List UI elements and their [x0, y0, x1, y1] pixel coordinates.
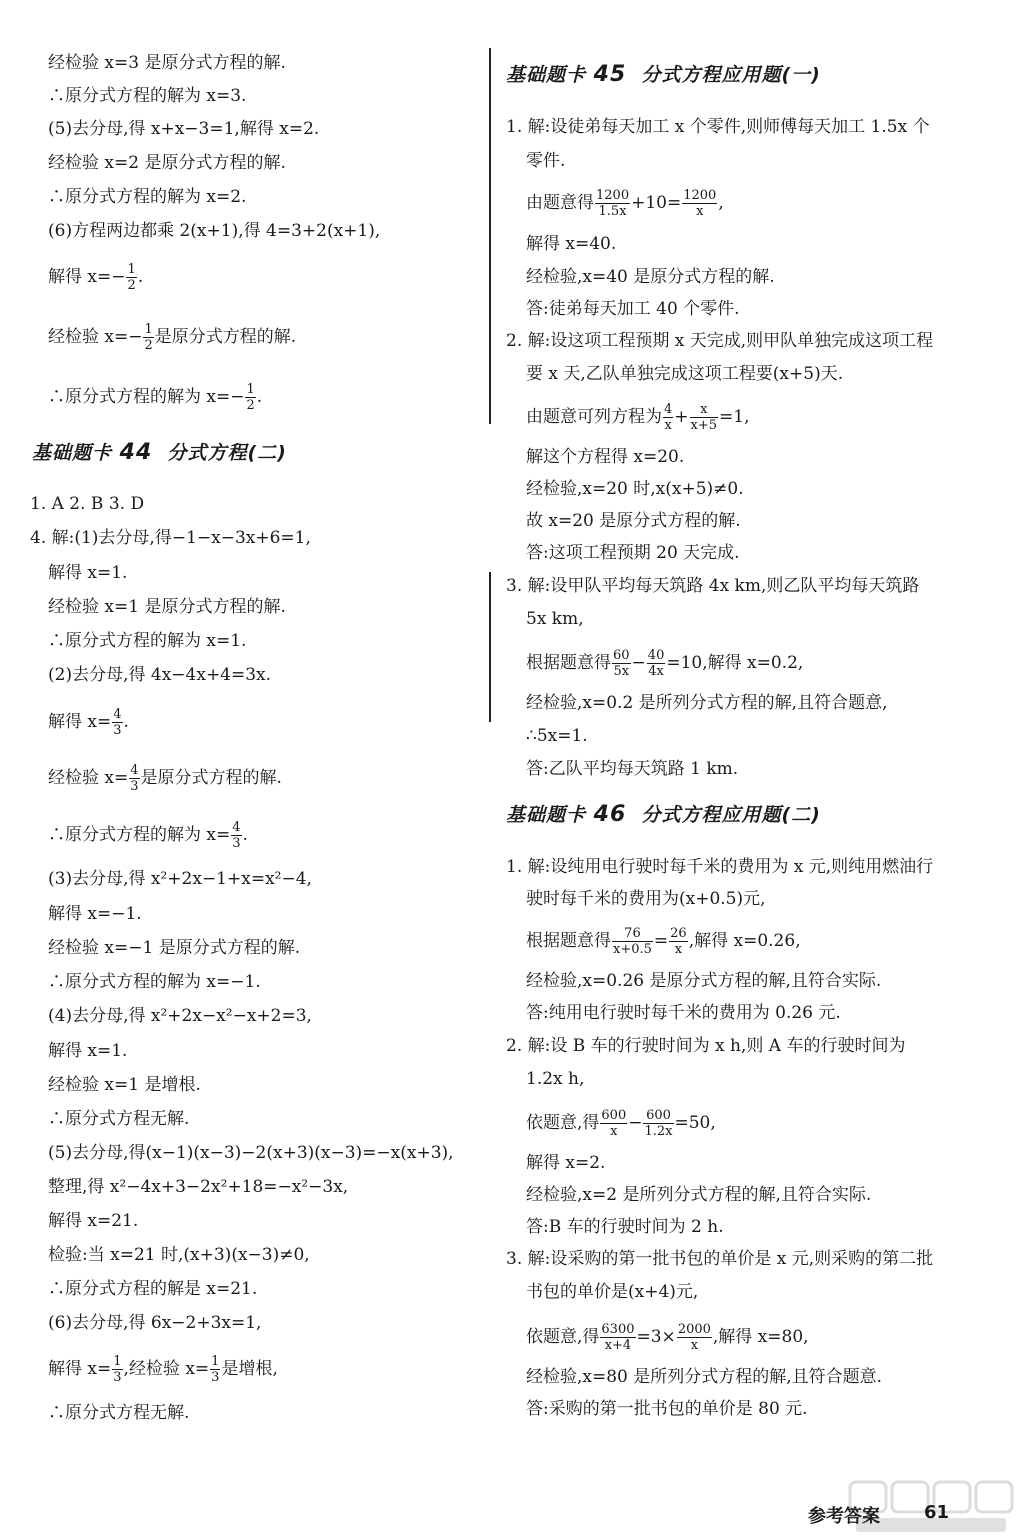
text-line: 解这个方程得 x=20.	[526, 447, 685, 467]
text-line: 解得 x=−1.	[48, 904, 142, 924]
text-line: 3. 解:设采购的第一批书包的单价是 x 元,则采购的第二批	[506, 1249, 934, 1269]
text-line: (4)去分母,得 x²+2x−x²−x+2=3,	[48, 1006, 312, 1026]
math-line: 解得 x= $\frac{1}{3}$ ,经检验 x= $\frac{1}{3}$ 是增根,	[48, 1354, 278, 1385]
text-line: (6)去分母,得 6x−2+3x=1,	[48, 1313, 262, 1333]
text-line: ∴原分式方程的解为 x=1.	[48, 631, 247, 651]
fraction: $\frac{1}{2}$	[144, 322, 153, 353]
text-line: 答:徒弟每天加工 40 个零件.	[526, 299, 740, 319]
text-line: 1. A 2. B 3. D	[30, 494, 145, 514]
text-line: 答:B 车的行驶时间为 2 h.	[526, 1217, 724, 1237]
text-line: 经检验,x=2 是所列分式方程的解,且符合实际.	[526, 1185, 872, 1205]
text-line: ∴原分式方程无解.	[48, 1403, 190, 1423]
fraction: $\frac{76}{x+0.5}$	[613, 926, 652, 957]
fraction: $\frac{6300}{x+4}$	[601, 1322, 635, 1353]
text-line: 解得 x=1.	[48, 1041, 128, 1061]
fraction: $\frac{4}{3}$	[130, 763, 139, 794]
text-line: 解得 x=21.	[48, 1211, 139, 1231]
text-line: 经检验 x=−1 是原分式方程的解.	[48, 938, 301, 958]
text-line: 驶时每千米的费用为(x+0.5)元,	[526, 889, 766, 909]
text-line: 经检验 x=3 是原分式方程的解.	[48, 53, 286, 73]
text-line: ∴原分式方程无解.	[48, 1109, 190, 1129]
text-line: 4. 解:(1)去分母,得−1−x−3x+6=1,	[30, 528, 311, 548]
text-line: (6)方程两边都乘 2(x+1),得 4=3+2(x+1),	[48, 221, 381, 241]
text-line: 解得 x=2.	[526, 1153, 606, 1173]
text-line: 5x km,	[526, 609, 584, 629]
section-heading-46: 基础题卡 46 分式方程应用题(二)	[506, 802, 821, 827]
text-line: 解得 x=1.	[48, 563, 128, 583]
fraction: $\frac{26}{x}$	[670, 926, 687, 957]
text-line: (5)去分母,得(x−1)(x−3)−2(x+3)(x−3)=−x(x+3),	[48, 1143, 454, 1163]
math-line: 解得 x=− $\frac{1}{2}$ .	[48, 262, 144, 293]
math-line: 依题意,得 $\frac{600}{x}$ − $\frac{600}{1.2x}$ =50,	[526, 1108, 716, 1139]
text-line: 2. 解:设 B 车的行驶时间为 x h,则 A 车的行驶时间为	[506, 1036, 906, 1056]
text-line: 解得 x=40.	[526, 234, 617, 254]
math-line: ∴原分式方程的解为 x=− $\frac{1}{2}$ .	[48, 382, 263, 413]
text-line: 经检验,x=40 是原分式方程的解.	[526, 267, 775, 287]
text-line: 书包的单价是(x+4)元,	[526, 1282, 699, 1302]
math-line: 解得 x= $\frac{4}{3}$ .	[48, 707, 129, 738]
text-line: 经检验 x=2 是原分式方程的解.	[48, 153, 286, 173]
text-line: 检验:当 x=21 时,(x+3)(x−3)≠0,	[48, 1245, 310, 1265]
math-line: 由题意得 $\frac{1200}{1.5x}$ +10= $\frac{1200}{x}$ ,	[526, 188, 724, 219]
text-line: ∴原分式方程的解是 x=21.	[48, 1279, 258, 1299]
fraction: $\frac{1}{2}$	[127, 262, 136, 293]
text-line: 经检验,x=20 时,x(x+5)≠0.	[526, 479, 744, 499]
section-heading-44: 基础题卡 44 分式方程(二)	[32, 440, 287, 465]
section-heading-45: 基础题卡 45 分式方程应用题(一)	[506, 62, 821, 87]
fraction: $\frac{4}{3}$	[232, 820, 241, 851]
fraction: $\frac{60}{5x}$	[613, 648, 630, 679]
text-line: 整理,得 x²−4x+3−2x²+18=−x²−3x,	[48, 1177, 349, 1197]
text-line: 答:纯用电行驶时每千米的费用为 0.26 元.	[526, 1003, 841, 1023]
text-line: (2)去分母,得 4x−4x+4=3x.	[48, 665, 272, 685]
fraction: $\frac{1}{2}$	[246, 382, 255, 413]
text-line: 答:采购的第一批书包的单价是 80 元.	[526, 1399, 808, 1419]
fraction: $\frac{x}{x+5}$	[690, 402, 718, 433]
text-line: 1. 解:设纯用电行驶时每千米的费用为 x 元,则纯用燃油行	[506, 857, 934, 877]
text-line: 答:这项工程预期 20 天完成.	[526, 543, 740, 563]
fraction: $\frac{40}{4x}$	[647, 648, 665, 679]
math-line: ∴原分式方程的解为 x= $\frac{4}{3}$ .	[48, 820, 248, 851]
fraction: $\frac{1200}{x}$	[683, 188, 717, 219]
fraction: $\frac{1}{3}$	[113, 1354, 122, 1385]
text-line: 1. 解:设徒弟每天加工 x 个零件,则师傅每天加工 1.5x 个	[506, 117, 930, 137]
text-line: 1.2x h,	[526, 1069, 585, 1089]
footer-label: 参考答案	[808, 1506, 880, 1527]
text-line: 经检验 x=1 是增根.	[48, 1075, 201, 1095]
text-line: ∴5x=1.	[526, 726, 588, 746]
math-line: 由题意可列方程为 $\frac{4}{x}$ + $\frac{x}{x+5}$ =1,	[526, 402, 750, 433]
math-line: 根据题意得 $\frac{60}{5x}$ − $\frac{40}{4x}$ =10,解得 x=0.2,	[526, 648, 804, 679]
column-divider	[489, 572, 491, 722]
fraction: $\frac{600}{1.2x}$	[644, 1108, 673, 1139]
text-line: 故 x=20 是原分式方程的解.	[526, 511, 741, 531]
text-line: 经检验,x=0.2 是所列分式方程的解,且符合题意,	[526, 693, 888, 713]
text-line: 要 x 天,乙队单独完成这项工程要(x+5)天.	[526, 364, 844, 384]
fraction: $\frac{4}{x}$	[664, 402, 673, 433]
text-line: 零件.	[526, 151, 566, 171]
math-line: 根据题意得 $\frac{76}{x+0.5}$ = $\frac{26}{x}$ ,解得 x=0.26,	[526, 926, 801, 957]
fraction: $\frac{1}{3}$	[211, 1354, 220, 1385]
text-line: ∴原分式方程的解为 x=2.	[48, 187, 247, 207]
text-line: (5)去分母,得 x+x−3=1,解得 x=2.	[48, 119, 320, 139]
text-line: 经检验,x=80 是所列分式方程的解,且符合题意.	[526, 1367, 883, 1387]
page-number: 61	[924, 1502, 950, 1523]
fraction: $\frac{600}{x}$	[601, 1108, 627, 1139]
text-line: 经检验 x=1 是原分式方程的解.	[48, 597, 286, 617]
text-line: (3)去分母,得 x²+2x−1+x=x²−4,	[48, 869, 312, 889]
fraction: $\frac{2000}{x}$	[677, 1322, 711, 1353]
text-line: 答:乙队平均每天筑路 1 km.	[526, 759, 739, 779]
fraction: $\frac{1200}{1.5x}$	[596, 188, 630, 219]
math-line: 经检验 x=− $\frac{1}{2}$ 是原分式方程的解.	[48, 322, 297, 353]
text-line: ∴原分式方程的解为 x=−1.	[48, 972, 261, 992]
column-divider	[489, 48, 491, 424]
text-line: ∴原分式方程的解为 x=3.	[48, 86, 247, 106]
text-line: 3. 解:设甲队平均每天筑路 4x km,则乙队平均每天筑路	[506, 576, 920, 596]
text-line: 2. 解:设这项工程预期 x 天完成,则甲队单独完成这项工程	[506, 331, 934, 351]
text-line: 经检验,x=0.26 是原分式方程的解,且符合实际.	[526, 971, 882, 991]
math-line: 依题意,得 $\frac{6300}{x+4}$ =3× $\frac{2000}{x}$ ,解得 x=80,	[526, 1322, 809, 1353]
math-line: 经检验 x= $\frac{4}{3}$ 是原分式方程的解.	[48, 763, 282, 794]
fraction: $\frac{4}{3}$	[113, 707, 122, 738]
